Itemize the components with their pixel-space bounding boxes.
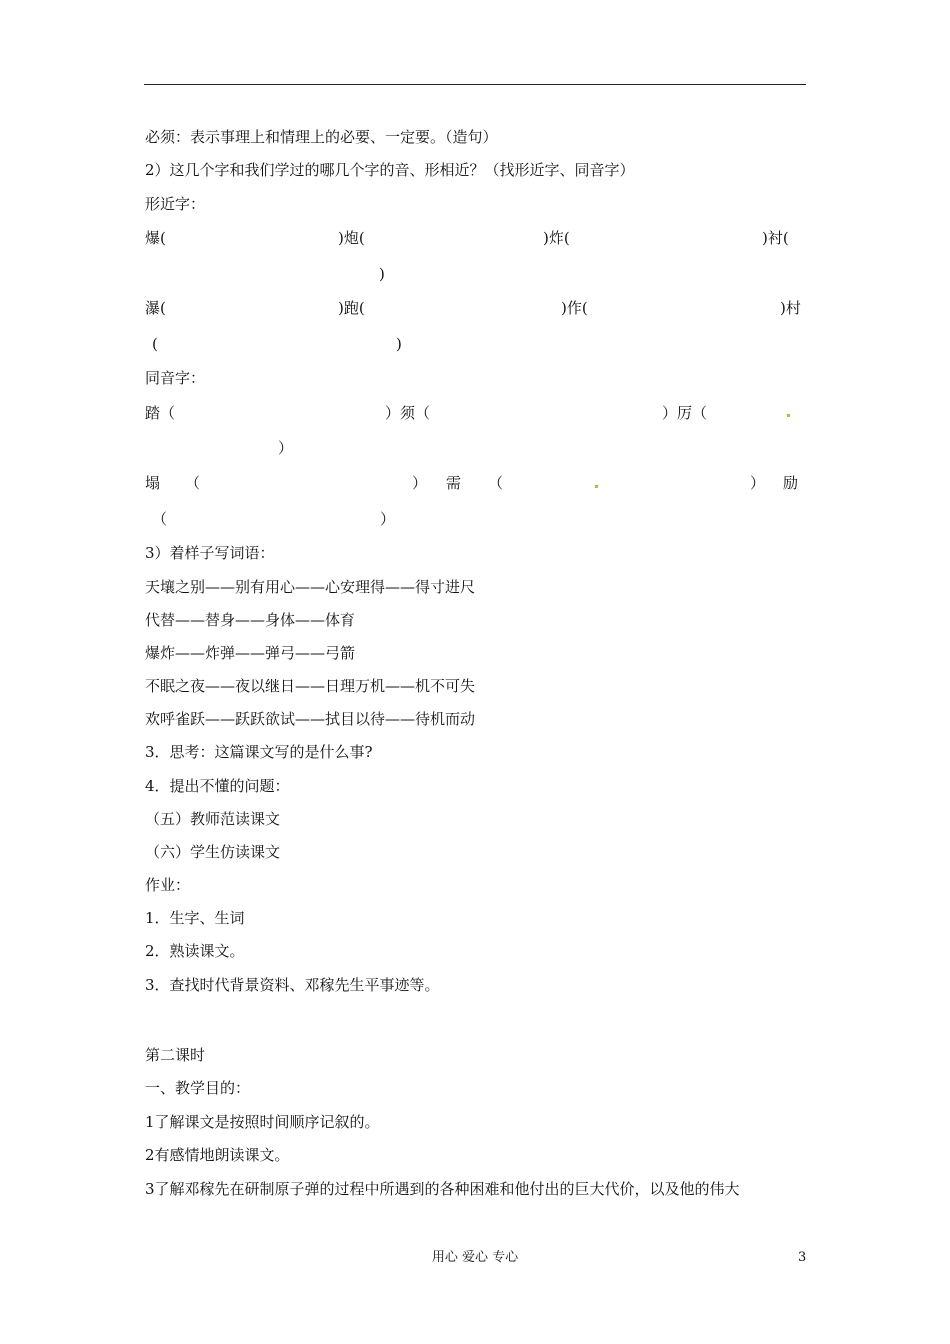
text-line-think: 3．思考：这篇课文写的是什么事? <box>145 743 373 761</box>
word-chain: 爆炸——炸弹——弹弓——弓箭 <box>145 644 356 662</box>
text-line-question-3: 3）着样子写词语： <box>145 544 275 562</box>
text-line-question-2: 2）这几个字和我们学过的哪几个字的音、形相近？（找形近字、同音字） <box>145 161 635 179</box>
text-line-step-5: （五）教师范读课文 <box>145 810 281 828</box>
blank-close: ) <box>379 265 385 283</box>
blank-xu: ）须（ <box>385 404 431 422</box>
blank-open: （ <box>152 510 168 528</box>
blank-open: ( <box>152 335 158 353</box>
goal-item: 1了解课文是按照时间顺序记叙的。 <box>145 1113 380 1131</box>
homework-item: 2．熟读课文。 <box>145 942 245 960</box>
blank-pao2: )跑( <box>338 299 365 317</box>
goal-item: 3了解邓稼先在研制原子弹的过程中所遇到的各种困难和他付出的巨大代价，以及他的伟大 <box>145 1180 740 1198</box>
text-line-step-6: （六）学生仿读课文 <box>145 843 281 861</box>
blank-close: ） <box>380 510 396 528</box>
heading-xingjin: 形近字： <box>145 195 206 213</box>
blank-pao: )炮( <box>338 229 365 247</box>
blank-ta: 踏（ <box>145 404 176 422</box>
homework-item: 1．生字、生词 <box>145 909 245 927</box>
page-footer: 用心 爱心 专心 <box>431 1250 519 1265</box>
homework-item: 3．查找时代背景资料、邓稼先生平事迹等。 <box>145 976 440 994</box>
blank-chen: )衬( <box>762 229 789 247</box>
blank-zuo: )作( <box>561 299 588 317</box>
blank-close: ） <box>278 439 294 457</box>
blank-close: ） <box>750 474 766 492</box>
blank-ta2-char: 塌 <box>145 474 161 492</box>
blank-zha: )炸( <box>543 229 570 247</box>
heading-lesson-2: 第二课时 <box>145 1046 206 1064</box>
text-line-bixu: 必须：表示事理上和情理上的必要、一定要。（造句） <box>145 128 498 146</box>
mark-dot <box>595 485 598 488</box>
blank-li: ）厉（ <box>662 404 708 422</box>
heading-tongyin: 同音字： <box>145 369 206 387</box>
word-chain: 天壤之别——别有用心——心安理得——得寸进尺 <box>145 578 476 596</box>
mark-dot <box>787 414 790 417</box>
heading-homework: 作业： <box>145 876 191 894</box>
header-rule <box>144 84 806 85</box>
blank-pu: 瀑( <box>145 299 166 317</box>
word-chain: 欢呼雀跃——跃跃欲试——拭目以待——待机而动 <box>145 710 476 728</box>
blank-open: （ <box>488 474 504 492</box>
blank-bao: 爆( <box>145 229 166 247</box>
blank-close: ） <box>412 474 428 492</box>
heading-goals: 一、教学目的： <box>145 1079 251 1097</box>
blank-li2-char: 励 <box>783 474 799 492</box>
page-number: 3 <box>798 1250 807 1265</box>
word-chain: 代替——替身——身体——体育 <box>145 611 356 629</box>
blank-close: ) <box>396 335 402 353</box>
word-chain: 不眠之夜——夜以继日——日理万机——机不可失 <box>145 677 476 695</box>
blank-open: （ <box>185 474 201 492</box>
blank-cun: )村 <box>780 299 801 317</box>
blank-xu2-char: 需 <box>446 474 462 492</box>
text-line-ask: 4．提出不懂的问题： <box>145 777 290 795</box>
goal-item: 2有感情地朗读课文。 <box>145 1146 290 1164</box>
